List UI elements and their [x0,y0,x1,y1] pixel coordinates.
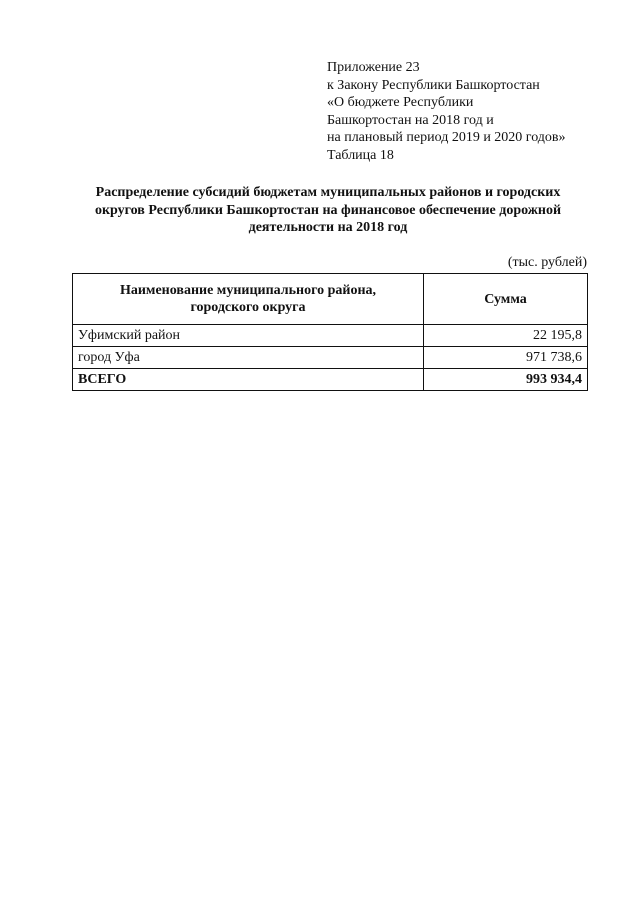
units-label: (тыс. рублей) [507,255,587,270]
document-title [60,184,596,237]
row-name: Уфимский район [73,325,424,347]
appendix-header [327,59,627,165]
table-header-row [73,274,588,325]
row-amount: 22 195,8 [424,325,588,347]
column-header-name-line1: Наименование муниципального района, [119,283,377,298]
table-number: Таблица 18 [327,147,394,163]
appendix-line: Приложение 23 [327,60,420,75]
table-row [73,347,588,369]
total-amount: 993 934,4 [424,369,588,391]
appendix-line: к Закону Республики Башкортостан [327,77,540,93]
table-row [73,325,588,347]
total-row [73,369,588,391]
title-line: округов Республики Башкортостан на финансовое обеспечение дорожной [94,202,562,218]
total-label: ВСЕГО [73,369,424,391]
appendix-line: «О бюджете Республики [327,95,474,111]
column-header-name-line2: городского округа [190,300,306,315]
subsidy-table [72,273,588,391]
row-amount: 971 738,6 [424,347,588,369]
column-header-amount: Сумма [424,274,588,325]
appendix-line: на плановый период 2019 и 2020 годов» [327,130,566,146]
row-name: город Уфа [73,347,424,369]
title-line: деятельности на 2018 год [248,220,408,236]
column-header-name [73,274,424,325]
appendix-line: Башкортостан на 2018 год и [327,112,494,128]
title-line: Распределение субсидий бюджетам муниципальных районов и городских [95,185,561,200]
